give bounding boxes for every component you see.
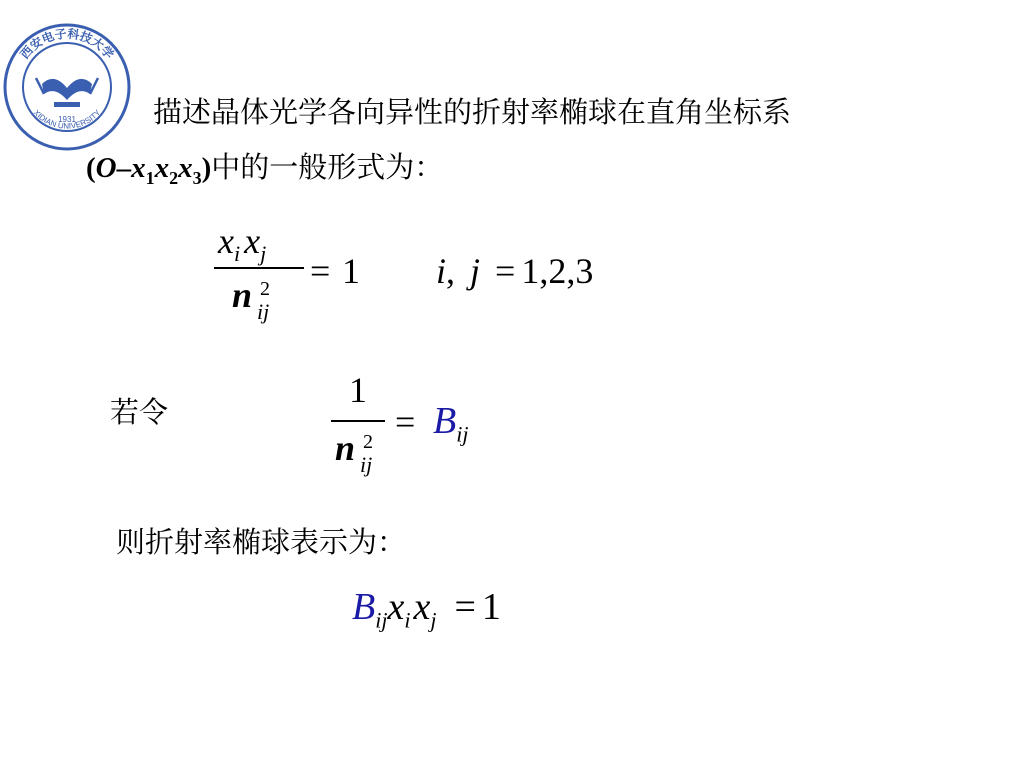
coord-x2-sub: 2: [169, 167, 179, 188]
eq1-denominator: [232, 275, 270, 324]
eq1-numerator: [218, 223, 266, 265]
eq2-b-sub: ij: [456, 421, 469, 447]
eq1-cond-equals: =: [495, 251, 516, 291]
eq2-n: n: [335, 428, 356, 468]
eq1-cond-j: j: [470, 251, 481, 291]
eq3-xj: x: [413, 586, 431, 628]
eq3-xi: x: [387, 586, 405, 628]
eq1-xj-sub: j: [260, 241, 267, 267]
eq1-condition: [436, 253, 593, 289]
eq1-equals: =: [310, 251, 331, 291]
eq1-n: n: [232, 275, 253, 315]
coord-x3-sub: 3: [192, 167, 202, 188]
eq1-cond-comma: ,: [446, 251, 456, 291]
coord-dash: –: [116, 152, 132, 184]
eq3-rhs: 1: [481, 586, 501, 628]
university-logo: [2, 22, 132, 152]
title-line-2: [86, 150, 443, 187]
eq1-xj: x: [244, 221, 261, 261]
logo-ring-text: 西安电子科技大学: [17, 26, 117, 62]
eq3-xj-sub: j: [430, 607, 437, 633]
then-label: 则折射率椭球表示为：: [116, 525, 407, 559]
eq2-b: [433, 402, 468, 446]
eq1-rhs: 1: [342, 251, 360, 291]
let-label: 若令: [110, 395, 169, 429]
eq1-xi-sub: i: [233, 241, 241, 267]
coord-x2: x: [154, 152, 170, 184]
eq3-b-sub: ij: [375, 607, 388, 633]
coord-open: (: [86, 152, 96, 184]
eq1-cond-i: i: [436, 251, 447, 291]
equation-ellipsoid-b-form: [352, 588, 501, 632]
eq1-fraction-bar: [214, 267, 304, 269]
eq1-n-sub: ij: [257, 299, 270, 324]
eq2-n-sup: 2: [363, 431, 373, 453]
eq3-equals: =: [454, 586, 476, 628]
coord-origin: O: [95, 152, 117, 184]
logo-emblem-icon: [2, 22, 132, 152]
logo-year: 1931: [58, 115, 76, 124]
eq3-b: B: [352, 586, 376, 628]
eq2-fraction-bar: [331, 420, 385, 422]
logo-ring-text-en: XIDIAN UNIVERSITY: [31, 108, 103, 131]
eq1-cond-values: 1,2,3: [521, 251, 594, 291]
coord-close: ): [201, 152, 212, 184]
eq2-denominator: [335, 428, 373, 477]
coord-x1-sub: 1: [145, 167, 155, 188]
eq3-xi-sub: i: [404, 607, 411, 633]
eq2-equals: =: [395, 402, 416, 442]
eq1-n-sup: 2: [260, 278, 270, 300]
coord-x3: x: [178, 152, 193, 184]
coord-x1: x: [131, 152, 146, 184]
eq2-b-symbol: B: [433, 400, 457, 442]
title-line-2-suffix: 中的一般形式为：: [211, 150, 444, 184]
title-line-1: 描述晶体光学各向异性的折射率椭球在直角坐标系: [153, 95, 792, 129]
equation-b-definition: [325, 368, 525, 488]
eq1-xi: x: [218, 221, 234, 261]
eq2-n-sub: ij: [360, 452, 373, 477]
equation-ellipsoid-general: [210, 215, 650, 335]
eq2-numerator: 1: [349, 370, 367, 410]
